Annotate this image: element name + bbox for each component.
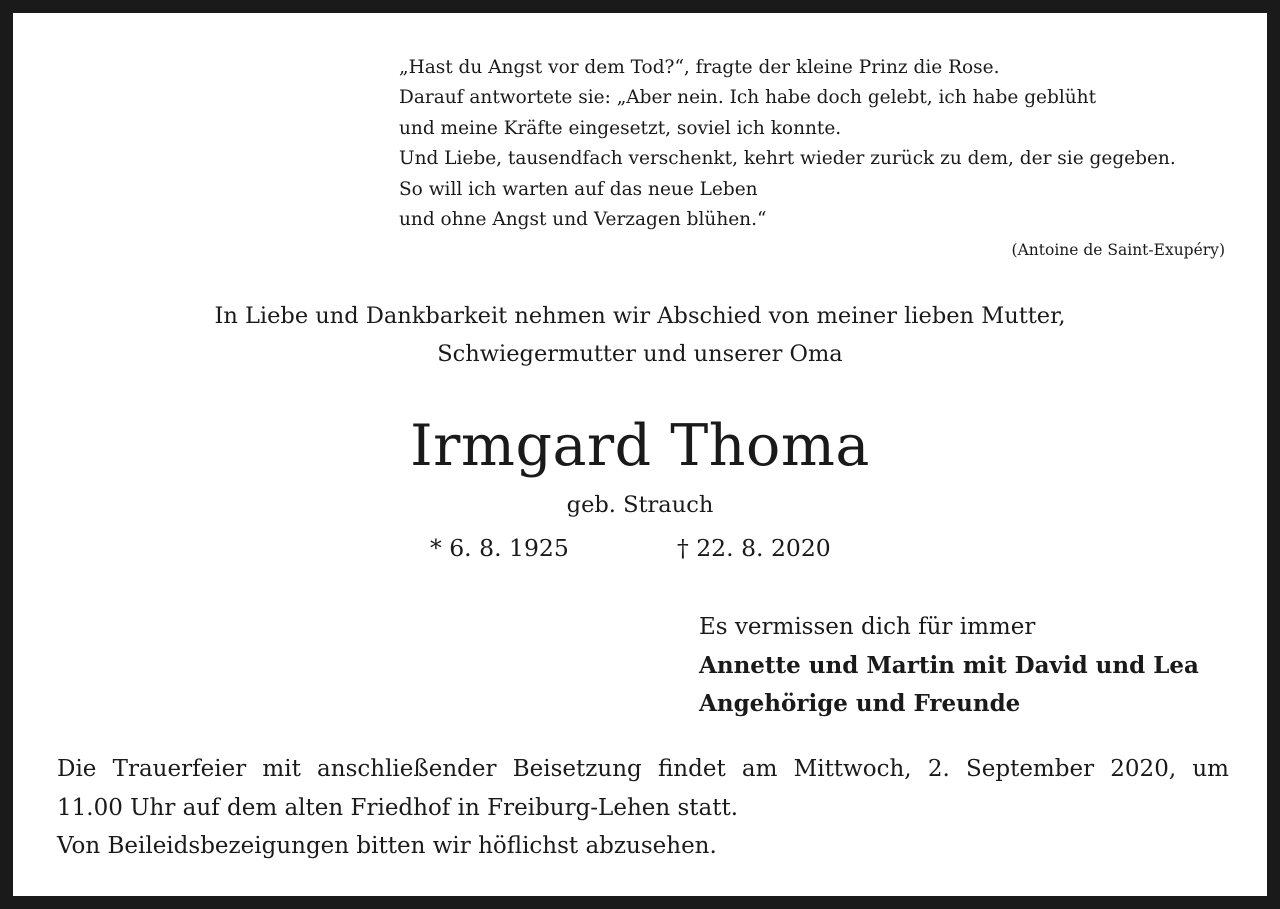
quote-line: Und Liebe, tausendfach verschenkt, kehrt wieder zurück zu dem, der sie gegeben. [399, 148, 1176, 170]
mourners-family: Annette und Martin mit David und Lea [699, 651, 1199, 679]
quote-line: und meine Kräfte eingesetzt, soviel ich konnte. [399, 117, 842, 139]
death-date: † 22. 8. 2020 [677, 534, 831, 562]
intro-line: Schwiegermutter und unserer Oma [437, 341, 843, 367]
deceased-name: Irmgard Thoma [410, 413, 870, 479]
service-line: Von Beileidsbezeigungen bitten wir höflichst abzusehen. [57, 833, 717, 859]
maiden-name: geb. Strauch [566, 492, 714, 518]
mourners-block [699, 608, 1199, 724]
quote-line: und ohne Angst und Verzagen blühen.“ [399, 209, 767, 231]
service-info [57, 750, 1229, 866]
mourners-others: Angehörige und Freunde [699, 690, 1021, 717]
quote-line: Darauf antwortete sie: „Aber nein. Ich habe doch gelebt, ich habe geblüht [399, 87, 1097, 109]
quote-block [399, 53, 1176, 235]
mourners-intro: Es vermissen dich für immer [699, 614, 1036, 640]
quote-source: (Antoine de Saint-Exupéry) [1011, 241, 1225, 259]
intro-line: In Liebe und Dankbarkeit nehmen wir Abschied von meiner lieben Mutter, [214, 303, 1066, 329]
quote-line: „Hast du Angst vor dem Tod?“, fragte der kleine Prinz die Rose. [399, 57, 1000, 78]
intro-text [13, 297, 1267, 373]
service-line: Die Trauerfeier mit anschließender Beisetzung findet am Mittwoch, 2. September 2020, um [57, 756, 1229, 782]
service-line: 11.00 Uhr auf dem alten Friedhof in Freiburg-Lehen statt. [57, 794, 739, 821]
birth-date: * 6. 8. 1925 [430, 534, 569, 562]
quote-line: So will ich warten auf das neue Leben [399, 178, 758, 200]
obituary-notice [13, 13, 1267, 896]
